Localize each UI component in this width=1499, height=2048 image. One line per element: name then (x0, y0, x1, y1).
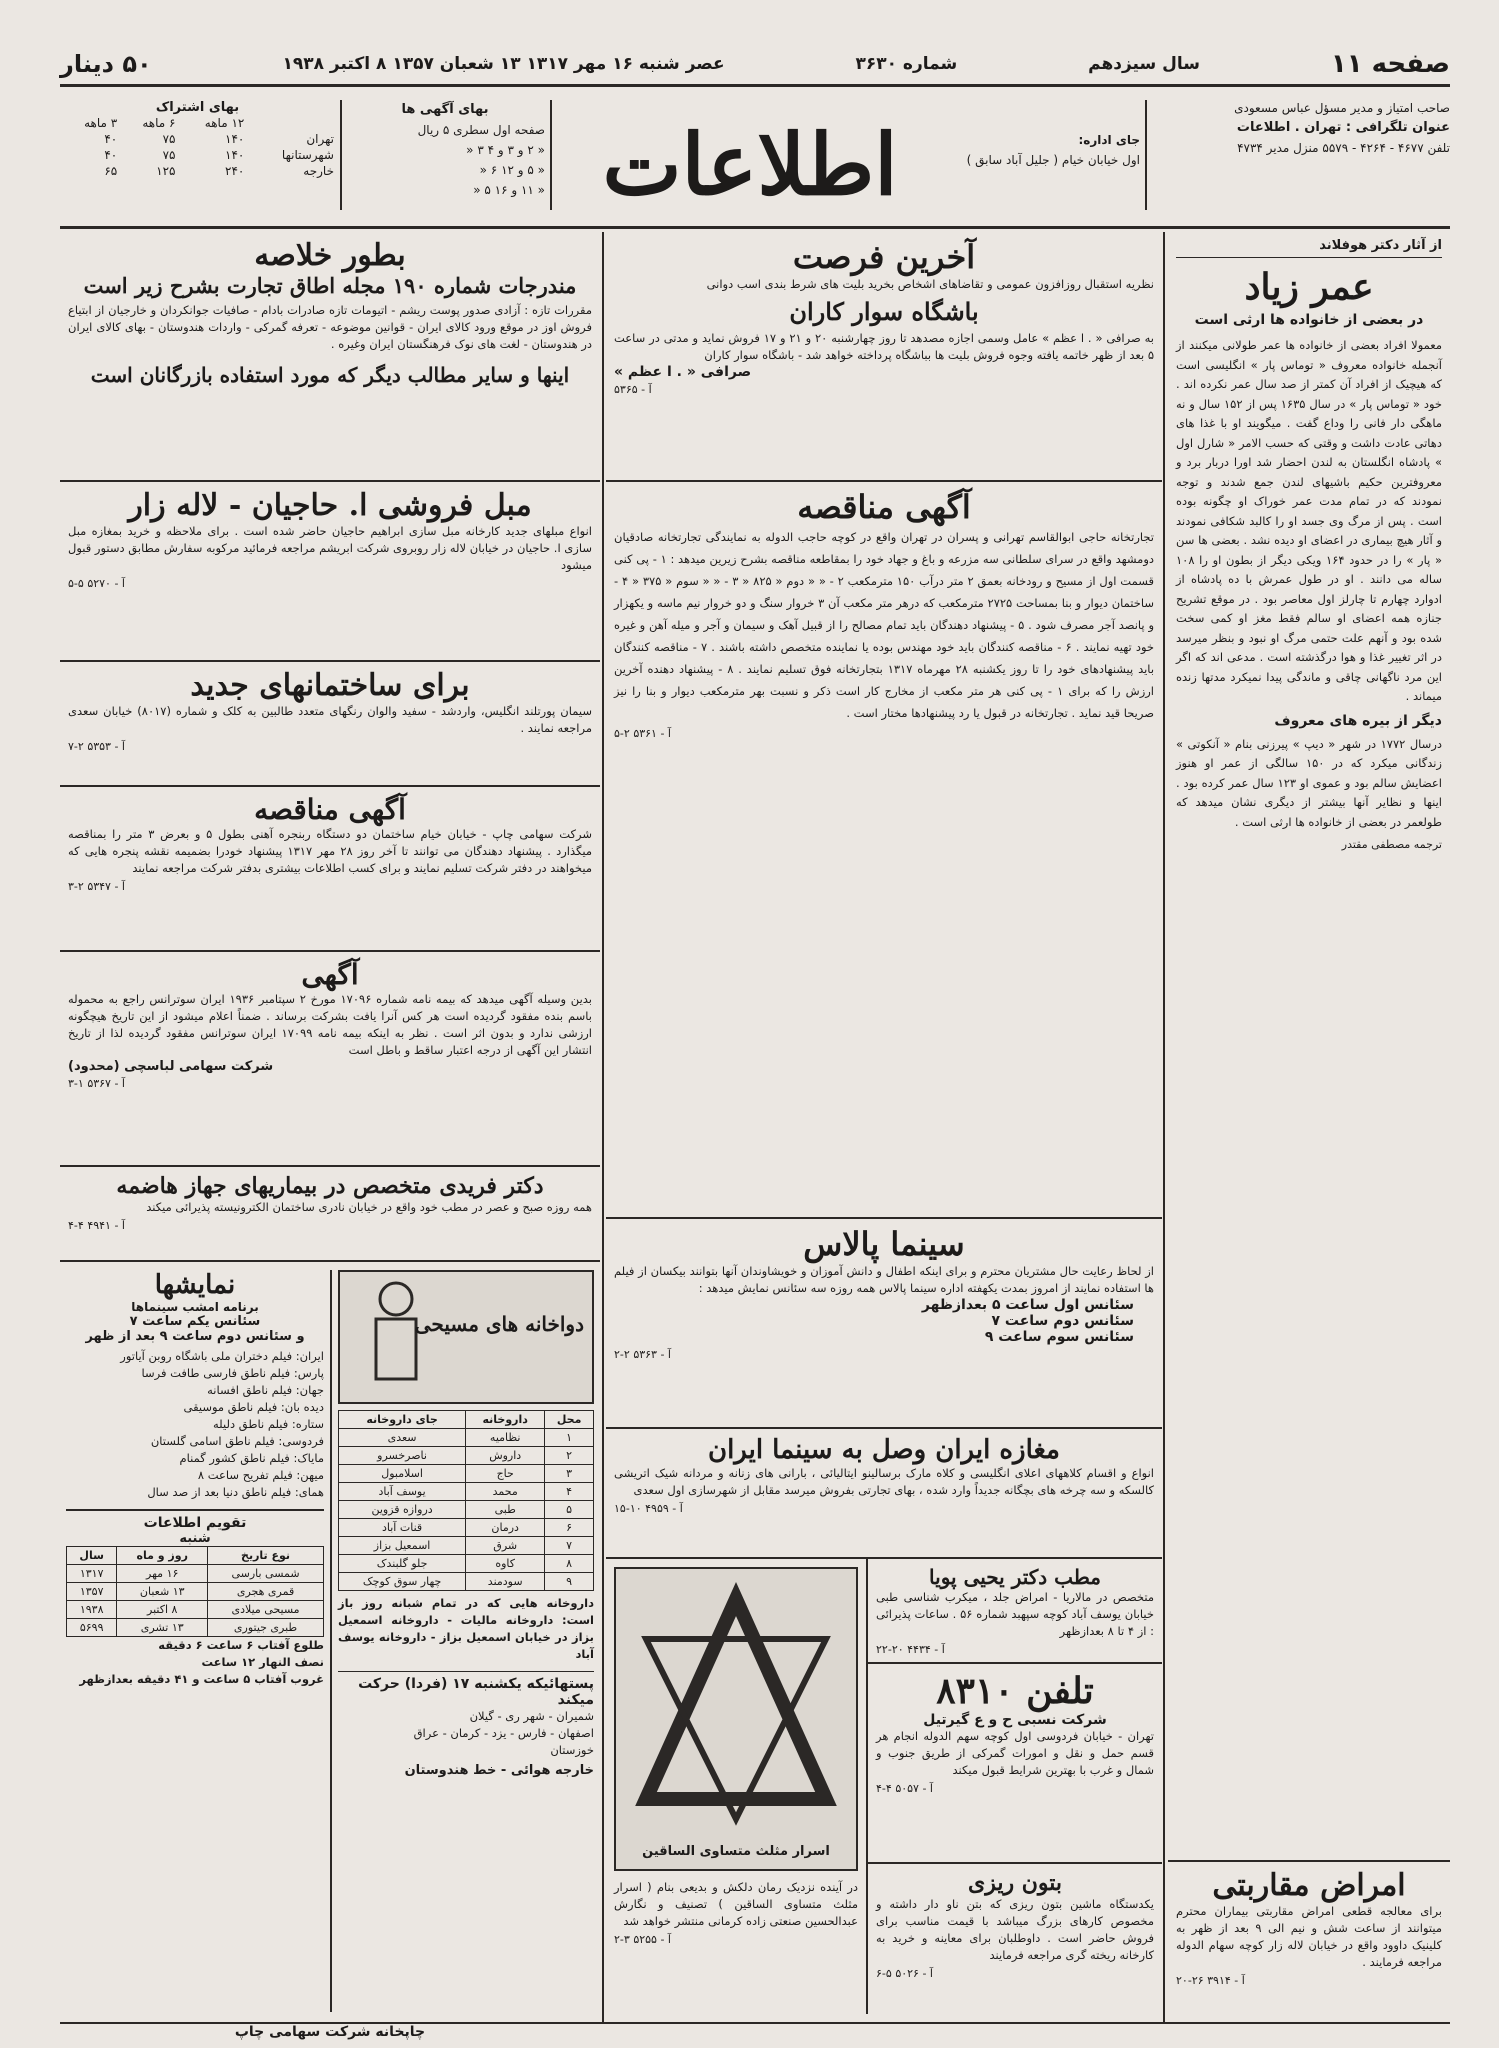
table-row (339, 1573, 594, 1591)
pharmacy-cell: کاوه (466, 1555, 545, 1573)
ad-construction-title: برای ساختمانهای جدید (190, 668, 470, 703)
table-row (339, 1447, 594, 1465)
ad-concrete-text: یکدستگاه ماشین بتون ریزی که بتن ناو دار داشته و مخصوص کارهای بزرگ میباشد با قیمت مناسب برای فروش حاضر است . داوطلبان برای معاینه و خرید به کارخانه ریخته گری مراجعه فرمایند (876, 1897, 1154, 1962)
ad-rates-title: بهای آگهی ها (401, 102, 489, 117)
list-item: ستاره: فیلم ناطق دلیله (213, 1417, 324, 1431)
ad-venereal (1168, 1862, 1450, 2017)
office-address: اول خیابان خیام ( جلیل آباد سابق ) (966, 153, 1140, 167)
shows-block (60, 1270, 330, 2012)
volume: سال سیزدهم (1088, 54, 1200, 74)
ad-iran-shop (606, 1429, 1162, 1559)
session-3: سئانس سوم ساعت ۹ (984, 1329, 1134, 1345)
subs-header: ۶ ماهه (142, 116, 176, 130)
middle-bottom-row (606, 1559, 1162, 2014)
article-subheading: دیگر از بیره های معروف (1274, 712, 1442, 729)
subs-cell: ۴۰ (104, 148, 118, 162)
ad-ref: آ - ۵۰۲۶ ۵-۶ (876, 1967, 933, 1980)
table-row (339, 1555, 594, 1573)
issue-date: عصر شنبه ۱۶ مهر ۱۳۱۷ ۱۳ شعبان ۱۳۵۷ ۸ اکتبر ۱۹۳۸ (282, 54, 725, 74)
subs-cell: ۱۴۰ (225, 132, 245, 146)
ad-construction (60, 662, 600, 787)
ad-faridi-title: دکتر فریدی متخصص در بیماریهای جهاز هاضمه (116, 1173, 544, 1199)
ad-ref: آ - ۵۳۶۷ ۱-۳ (68, 1077, 125, 1090)
ad-rate-line: صفحه اول سطری ۵ ریال (417, 123, 545, 137)
ad-tender (606, 482, 1162, 1219)
calendar-cell: ۱۹۳۸ (67, 1601, 117, 1619)
ad-last-chance-sign: صرافی « . ا عظم » (614, 364, 752, 380)
article-title: عمر زیاد (1244, 266, 1374, 308)
article-subtitle: در بعضی از خانواده ها ارثی است (1194, 312, 1424, 328)
ad-rate-line: « ۵ و ۱۲ ۶ « (479, 163, 545, 177)
column-left (60, 232, 600, 2022)
header-rule (60, 226, 1450, 229)
pharmacy-cell: شرق (466, 1537, 545, 1555)
calendar-cell: ۱۳۱۷ (67, 1565, 117, 1583)
shows-title: نمایشها (154, 1270, 236, 1300)
subs-cell: ۲۴۰ (225, 164, 245, 178)
table-row (67, 1619, 324, 1637)
pharmacy-cell: ۸ (545, 1555, 594, 1573)
pharmacy-art-label: دواخانه های مسیحی (414, 1312, 584, 1336)
ad-notice-title: آگهی (301, 958, 359, 991)
ad-concrete (868, 1864, 1162, 2014)
calendar-cell: ۱۳ شعبان (117, 1583, 208, 1601)
ad-cinema-palace (606, 1219, 1162, 1429)
calendar-cell: ۸ اکتبر (117, 1601, 208, 1619)
ad-doctor-text: متخصص در مالاریا - امراض جلد ، میکرب شناسی طبی خیابان یوسف آباد کوچه سپهبد شماره ۵۶ . ساعات پذیرائی : از ۴ تا ۸ بعدازظهر (876, 1590, 1154, 1638)
issue-number: شماره ۳۶۳۰ (855, 54, 958, 74)
pharmacy-cell: اسلامبول (339, 1465, 466, 1483)
ad-furniture (60, 482, 600, 662)
pharmacy-cell: ۲ (545, 1447, 594, 1465)
ad-ref: آ - ۵۲۷۰ ۵-۵ (68, 577, 125, 590)
ad-ref: آ - ۴۹۵۹ ۱۰-۱۵ (614, 1502, 683, 1515)
column-divider-right (1163, 232, 1165, 2022)
calendar-cell: مسیحی میلادی (208, 1601, 324, 1619)
pharmacy-cell: درمان (466, 1519, 545, 1537)
calendar-header: روز و ماه (117, 1547, 208, 1565)
table-row (339, 1429, 594, 1447)
list-item: فردوسی: فیلم ناطق اسامی گلستان (150, 1434, 324, 1448)
pharmacy-cell: اسمعیل بزاز (339, 1537, 466, 1555)
column-right (1168, 232, 1450, 2022)
ad-telephone-company: شرکت نسبی ح و ع گیرتیل (923, 1712, 1107, 1728)
summary-footer: اینها و سایر مطالب دیگر که مورد استفاده بازرگانان است (90, 363, 570, 387)
list-item: مایاک: فیلم ناطق کشور گمنام (179, 1451, 324, 1465)
list-item: جهان: فیلم ناطق افسانه (207, 1383, 324, 1397)
sunrise: طلوع آفتاب ۶ ساعت ۶ دقیقه (158, 1638, 324, 1652)
shows-line-2: و سئانس دوم ساعت ۹ بعد از ظهر (85, 1329, 305, 1344)
telegraph-line: عنوان تلگرافی : تهران . اطلاعات (1236, 120, 1450, 135)
phone-line: تلفن ۴۶۷۷ - ۴۲۶۴ - ۵۵۷۹ منزل مدیر ۴۷۳۴ (1237, 141, 1450, 155)
pharmacy-table (338, 1410, 594, 1591)
middle-bottom-right (866, 1559, 1162, 2014)
pharmacy-header: داروخانه (466, 1411, 545, 1429)
pharmacy-cell: حاج (466, 1465, 545, 1483)
subs-cell: شهرستانها (281, 148, 334, 162)
subs-cell: ۴۰ (104, 132, 118, 146)
calendar-header: نوع تاریخ (208, 1547, 324, 1565)
press-credit: چاپخانه شرکت سهامی چاپ (234, 2024, 426, 2040)
list-item: دیده بان: فیلم ناطق موسیقی (183, 1400, 324, 1414)
table-row (339, 1537, 594, 1555)
table-row (67, 1601, 324, 1619)
ad-last-chance-text-2: به صرافی « . ا عظم » عامل وسمی اجازه مصدهد تا روز چهارشنبه ۲۰ و ۲۱ و ۱۷ فروش نماید و مدتی در ساعت ۵ بعد از ظهر خاتمه یافته وجوه فروش بلیت ها بباشگاه پرداخته خواهد شد - باشگاه سوار کاران (614, 331, 1154, 362)
section-summary (60, 232, 600, 482)
ad-ref: آ - ۵۳۶۳ ۲-۲ (614, 1348, 671, 1361)
ad-ref: آ - ۳۹۱۴ ۲۶-۲۰ (1176, 1974, 1245, 1987)
left-bottom-row (60, 1262, 600, 2012)
pharmacy-cell: داروش (466, 1447, 545, 1465)
pharmacy-cell: ناصرخسرو (339, 1447, 466, 1465)
ad-ref: آ - ۵۳۵۳ ۲-۷ (68, 740, 125, 753)
office-label: جای اداره: (1078, 133, 1140, 147)
table-row (339, 1465, 594, 1483)
issue-price: ۵۰ دینار (60, 50, 152, 78)
ad-furniture-title: مبل فروشی ا. حاجیان - لاله زار (128, 488, 532, 523)
subs-title: بهای اشتراک (155, 100, 240, 115)
table-row (339, 1501, 594, 1519)
list-item: میهن: فیلم تفریح ساعت ۸ (197, 1468, 324, 1482)
pharmacy-cell: ۹ (545, 1573, 594, 1591)
ad-ref: آ - ۴۴۳۴ ۲۰-۲۲ (876, 1643, 945, 1656)
pharmacy-cell: چهار سوق کوچک (339, 1573, 466, 1591)
subs-cell: ۱۲۵ (156, 164, 176, 178)
ad-doctor-faridi (60, 1167, 600, 1262)
calendar-cell: ۱۳۵۷ (67, 1583, 117, 1601)
ad-notice (60, 952, 600, 1167)
ad-faridi-body: همه روزه صبح و عصر در مطب خود واقع در خیابان نادری ساختمان الکترونیسته پذیرائی میکند (146, 1200, 592, 1214)
pharmacy-cell: محمد (466, 1483, 545, 1501)
session-1: سئانس اول ساعت ۵ بعدازظهر (921, 1297, 1134, 1313)
owner-info (1150, 98, 1450, 218)
book-art-label: اسرار مثلث متساوی الساقین (642, 1844, 830, 1859)
subs-header (245, 115, 335, 131)
pharmacy-cell: ۶ (545, 1519, 594, 1537)
calendar (66, 1509, 324, 1688)
office-info (945, 130, 1140, 200)
ad-last-chance (606, 232, 1162, 482)
calendar-cell: قمری هجری (208, 1583, 324, 1601)
list-item: همای: فیلم ناطق دنیا بعد از صد سال (147, 1485, 324, 1499)
ad-ref: آ - ۵۰۵۷ ۴-۴ (876, 1782, 933, 1795)
pharmacy-cell: قنات آباد (339, 1519, 466, 1537)
pharmacy-cell: ۱ (545, 1429, 594, 1447)
column-divider-left (602, 232, 604, 2022)
pharmacy-note: داروخانه هایی که در تمام شبانه روز باز است: داروخانه مالیات - داروخانه اسمعیل بزاز در خیابان اسمعیل بزاز - داروخانه یوسف آباد (338, 1596, 594, 1661)
pharmacy-cell: ۴ (545, 1483, 594, 1501)
noon: نصف النهار ۱۲ ساعت (201, 1655, 324, 1669)
ad-tender-text: تجارتخانه حاجی ابوالقاسم تهرانی و پسران در تهران واقع در کوچه حاجب الدوله به نمایندگی تجارتخانه صادقیان دومشهد واقع در سرای سلطانی سه مزرعه و باغ و جهاد خود را بمقاطعه مناقصه بشرح زیرین میدهد : ۱ - پی کنی قسمت اول از مسیح و رودخانه بعمق ۲ متر درآب ۱۵۰ مترمکعب ۲ - « « دوم « ۸۲۵ « ۳ - « « سوم « ۳۷۵ « ۴ - ساختمان دیوار و بنا بمساحت ۲۷۲۵ مترمکعب که درهر متر مکعب آن ۳ خروار سنگ و دو خروار نیم ماسه و یکهزار و پانصد آجر مصرف شود . ۵ - پیشنهاد دهندگان باید تمام مصالح را از قبیل آهک و سیمان و آجر و میله آهن و غیره خود تهیه نمایند . ۶ - مناقصه کنندگان باید خود مهندس بوده یا نماینده متخصص داشته باشند . ۷ - مناقصه کنندگان باید پیشنهادهای خود را تا روز یکشنبه ۲۸ مهرماه ۱۳۱۷ بتجارتخانه فوق تسلیم نمایند . ۸ - پیشنهاد دهنده آخرین ارزش را که برای ۱ - پی کنی هر متر مکعب از مخارج کار است ذکر و نسبت بهر مترمکعب دیوار و بنا را نیز صریحا قید نماید . تجارتخانه در قبول یا رد پیشنهادها مختار است . (614, 530, 1155, 720)
header-divider (1145, 100, 1147, 210)
page-number: صفحه ۱۱ (1330, 49, 1450, 79)
ad-ref: آ - ۵۳۶۱ ۲-۵ (614, 727, 671, 740)
pharmacy-cell: دروازه قزوین (339, 1501, 466, 1519)
list-item: ایران: فیلم دختران ملی باشگاه روبن آیاتور (120, 1349, 324, 1363)
subs-header: ۳ ماهه (84, 116, 118, 130)
header-divider-3 (340, 100, 342, 210)
table-row (67, 1583, 324, 1601)
calendar-cell: ۱۳ تشری (117, 1619, 208, 1637)
subs-cell: خارجه (303, 164, 334, 178)
air-mail: خارجه هوائی - خط هندوستان (404, 1763, 594, 1778)
article-long-life (1168, 232, 1450, 1862)
article-body-2: درسال ۱۷۷۲ در شهر « دیپ » پیرزنی بنام « آنکوتی » زندگانی میکرد که در ۱۵۰ سالگی از عمر او هنوز اعضایش سالم بود و عموی او ۱۲۳ سال عمر کرده بود . اینها و نظایر آنها بیشتر از دیگری نشان میدهد که طولعمر در بعضی از خانواده ها ارثی است . (1176, 736, 1442, 829)
ad-furniture-body: انواع مبلهای جدید کارخانه مبل سازی ابراهیم حاجیان حاضر شده است . برای ملاحظه و خرید بمغازه مبل سازی ا. حاجیان در خیابان لاله زار روبروی شرکت ابریشم مراجعه فرمائید مرکوبه سفارش مطابق دستور قبول میشود (68, 524, 592, 572)
article-translator: ترجمه مصطفی مقتدر (1341, 838, 1442, 851)
table-row (67, 1565, 324, 1583)
ad-tender-title: آگهی مناقصه (797, 488, 971, 526)
ad-ref: آ - ۴۹۴۱ ۴-۴ (68, 1219, 125, 1232)
ad-venereal-title: امراض مقاربتی (1212, 1868, 1406, 1903)
pharmacy-cell: نظامیه (466, 1429, 545, 1447)
masthead-title: اطلاعات (602, 115, 898, 214)
ad-notice-sign: شرکت سهامی لباسچی (محدود) (68, 1059, 274, 1074)
pharmacies-block (330, 1270, 600, 2012)
table-row (339, 1519, 594, 1537)
shows-line-1: سئانس یکم ساعت ۷ (129, 1314, 261, 1329)
ad-ref: آ - ۵۲۵۵ ۳-۲ (614, 1933, 671, 1946)
ad-ref: آ - ۵۳۴۷ ۲-۳ (68, 880, 125, 893)
triangle-art-icon (616, 1569, 856, 1865)
shows-sub: برنامه امشب سینماها (131, 1300, 259, 1314)
pharmacy-cell: سعدی (339, 1429, 466, 1447)
book-illustration (614, 1567, 858, 1871)
ad-venereal-body: برای معالجه قطعی امراض مقاربتی بیماران محترم میتوانند از ساعت شش و نیم الی ۹ بعد از ظهر به کلینیک داوود واقع در خیابان لاله زار کوچه سهام الدوله مراجعه فرمایند . (1176, 1904, 1442, 1969)
pharmacy-cell: یوسف آباد (339, 1483, 466, 1501)
summary-title: بطور خلاصه (254, 238, 406, 273)
ad-construction-body: سیمان پورتلند انگلیس، واردشد - سفید والوان رنگهای متعدد طالبین به کلک و شماره (۸۰۱۷) خیابان سعدی مراجعه نمایند . (68, 704, 592, 735)
calendar-cell: طبری جیتوری (208, 1619, 324, 1637)
pharmacy-cell: طبی (466, 1501, 545, 1519)
summary-headline: مندرجات شماره ۱۹۰ مجله اطاق تجارت بشرح زیر است (83, 273, 577, 298)
ad-doctor-title: مطب دکتر یحیی پویا (929, 1565, 1101, 1589)
pharmacy-cell: ۳ (545, 1465, 594, 1483)
table-row (339, 1483, 594, 1501)
top-rule (60, 84, 1450, 87)
article-body: معمولا افراد بعضی از خانواده ها عمر طولانی میکنند از آنجمله خانواده معروف « توماس پار » انگلیسی است که هیچیک از افراد آن کمتر از صد سال عمر نکرده اند . خود « توماس پار » در سال ۱۶۳۵ پس از ۱۵۲ سال و نه ماهگی دار فانی را وداع گفت . میگویند او با غذا های دهاتی عادت داشت و وقتی که حسب الامر « شارل اول » پادشاه انگلستان به لندن احضار شد اورا دربار برد و معروفترین حکیم باشیهای لندن جمع شدند و توجه نمودند که در تمام مدت عمر خوراک او چگونه بوده است . پس از مرگ وی جسد او را کالبد شکافی نمودند و آثار هیچ بیماری در اعضای او دیده نشد . بعضی ها سن « پار » را در حدود ۱۶۴ ویکی دیگر از بطون او را ۱۰۸ ساله می دانند . او در طول عمرش با ده پادشاه از ادوارد چهارم تا چارلز اول معاصر بود . در موقع تشریح جنازه همه اعضای او سالم فقط مغز او کمی سخت شده بود و آنهم علت حتمی مرگ او نبود و بنظر میرسد در اثر تغییر غذا و هوا درگذشته است . مدعی اند که اگر این مرد ناگهانی چاقی و ماندگی پیدا نمیکرد مدتها زنده میماند . (1176, 338, 1442, 703)
pharmacy-header: جای داروخانه (339, 1411, 466, 1429)
ad-cinema-palace-text: از لحاظ رعایت حال مشتریان محترم و برای اینکه اطفال و دانش آموزان و خویشاوندان آنها بتوانند بیکسان از فیلم ها استفاده نمایند از امروز بمدت یکهفته اداره سینما پالاس همه روزه سه سئانس نمایش میدهد : (614, 1264, 1154, 1295)
ad-cinema-palace-title: سینما پالاس (803, 1225, 965, 1263)
pharmacy-header: محل (545, 1411, 594, 1429)
post-title: پستهائیکه یکشنبه ۱۷ (فردا) حرکت میکند (338, 1671, 594, 1708)
pharmacy-cell: جلو گلبندک (339, 1555, 466, 1573)
ad-tender-print-title: آگهی مناقصه (254, 793, 406, 826)
subs-cell: ۷۵ (162, 132, 176, 146)
ad-last-chance-club: باشگاه سوار کاران (789, 297, 979, 326)
top-bar (60, 48, 1450, 80)
ad-last-chance-title: آخرین فرصت (792, 238, 976, 276)
ad-last-chance-text: نظریه استقبال روزافزون عمومی و تقاضاهای اشخاص بخرید بلیت های شرط بندی اسب دوانی (706, 277, 1154, 291)
calendar-header: سال (67, 1547, 117, 1565)
ad-concrete-title: بتون ریزی (967, 1870, 1063, 1896)
pharmacy-cell: ۷ (545, 1537, 594, 1555)
header-divider-2 (550, 100, 552, 210)
subs-cell: ۱۴۰ (225, 148, 245, 162)
ad-book (606, 1559, 866, 2014)
ad-iran-shop-title: مغازه ایران وصل به سینما ایران (707, 1435, 1060, 1465)
cinema-list (66, 1348, 324, 1501)
subscription-rates (60, 100, 335, 215)
pharmacist-icon (346, 1274, 446, 1399)
pharmacy-cell: سودمند (466, 1573, 545, 1591)
article-credit: از آثار دکتر هوفلاند (1176, 238, 1442, 258)
book-caption: در آینده نزدیک رمان دلکش و بدیعی بنام ( اسرار مثلث متساوی الساقین ) تصنیف و نگارش عبدالحسین صنعتی زاده کرمانی منتشر خواهد شد (614, 1880, 858, 1928)
calendar-table (66, 1546, 324, 1637)
ad-doctor-pouya (868, 1559, 1162, 1664)
post-line-3: خوزستان (550, 1743, 594, 1757)
ad-tender-print (60, 787, 600, 952)
ad-iran-shop-text: انواع و اقسام کلاههای اعلای انگلیسی و کلاه مارک برسالینو ایتالیائی ، بارانی های زنانه و مردانه شیک اتریشی کالسکه و سه چرخه های بچگانه جدیداً وارد شده ، بهای تجارتی بفروش میرسد مقابل از شهرسازی اول سعدی (614, 1466, 1154, 1497)
calendar-cell: ۵۶۹۹ (67, 1619, 117, 1637)
list-item: پارس: فیلم ناطق فارسی طافت فرسا (141, 1366, 324, 1380)
subs-cell: ۷۵ (162, 148, 176, 162)
ad-rates (345, 100, 545, 215)
ad-ref: آ - ۵۳۶۵ (614, 383, 652, 396)
session-2: سئانس دوم ساعت ۷ (991, 1313, 1134, 1329)
subs-cell: ۶۵ (104, 164, 118, 178)
sunset: غروب آفتاب ۵ ساعت و ۴۱ دقیقه بعدازظهر (79, 1672, 324, 1686)
subs-table (60, 115, 335, 179)
subs-header: ۱۲ ماهه (204, 116, 245, 130)
column-middle (606, 232, 1162, 2022)
calendar-cell: ۱۶ مهر (117, 1565, 208, 1583)
calendar-cell: شمسی بارسی (208, 1565, 324, 1583)
calendar-day: شنبه (179, 1531, 211, 1546)
pharmacy-cell: ۵ (545, 1501, 594, 1519)
post-line-1: شمیران - شهر ری - گیلان (469, 1709, 594, 1723)
ad-telephone-text: تهران - خیابان فردوسی اول کوچه سهم الدوله انجام هر قسم حمل و نقل و امورات گمرکی از طریق جنوب و شمال و غرب با بهترین شرایط قبول میکند (876, 1729, 1154, 1777)
ad-notice-body: بدین وسیله آگهی میدهد که بیمه نامه شماره ۱۷۰۹۶ مورخ ۲ سپتامبر ۱۹۳۶ ایران سوترانس راجع به محموله باسم بنده مفقود گردیده است هر کس آنرا یافت بشرکت برساند . ضمناً اعلام میشود از این تاریخ هیچگونه ارزشی ندارد و بدون اثر است . نظر به اینکه بیمه نامه ۱۷۰۹۹ ایران سوترانس مفقود گردیده لذا از تاریخ انتشار این آگهی از درجه اعتبار ساقط و باطل است (68, 992, 593, 1057)
ad-telephone-title: تلفن ۸۳۱۰ (936, 1670, 1094, 1712)
ad-rate-line: « ۲ و ۳ و ۴ ۳ « (466, 143, 545, 157)
subs-cell: تهران (306, 132, 334, 146)
ad-telephone (868, 1664, 1162, 1864)
ad-rate-line: « ۱۱ و ۱۶ ۵ « (473, 183, 545, 197)
ad-tender-print-body: شرکت سهامی چاپ - خیابان خیام ساختمان دو دستگاه ربنجره آهنی بطول ۵ و بعرض ۳ متر را بمناقصه میگذارد . پیشنهاد دهندگان می توانند تا آخر روز ۲۸ مهر ۱۳۱۷ پیشنهاد خودرا بضمیمه نقشه پنجره هایی که میخواهند در دفتر شرکت تسلیم نمایند و برای کسب اطلاعات بیشتری بدفتر شرکت مراجعه نمایند (68, 827, 593, 875)
calendar-title: تقویم اطلاعات (143, 1515, 247, 1531)
post-line-2: اصفهان - فارس - یزد - کرمان - عراق (413, 1726, 594, 1740)
summary-body: مقررات تازه : آزادی صدور پوست ریشم - اتیومات تازه صادرات بادام - صافیات جوانکردان و خارجیان از ابتیاع فروش اوز در موقع ورود کالای ایران - قوانین موضوعه - تعرفه گمرکی - واردات هندوستان - بهای کالای ایران در هندوستان - لغت های نوک فرهنگستان ایران وغیره . (68, 303, 592, 351)
pharmacy-illustration (338, 1270, 594, 1404)
owner-line: صاحب امتیاز و مدیر مسؤل عباس مسعودی (1234, 101, 1450, 115)
